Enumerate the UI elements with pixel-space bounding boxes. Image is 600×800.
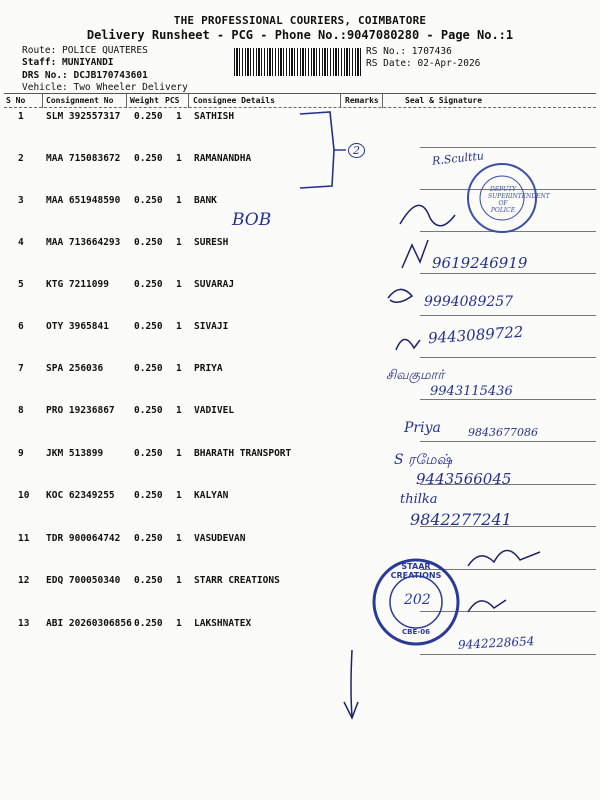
runsheet-subtitle: Delivery Runsheet - PCG - Phone No.:9047080280 - Page No.:1 <box>86 28 514 42</box>
phone-row9: 9443566045 <box>416 470 512 488</box>
col-pcs: PCS <box>165 96 180 105</box>
col-seal: Seal & Signature <box>405 96 483 105</box>
row-weight: 0.250 <box>134 575 163 586</box>
row-consignee: KALYAN <box>194 490 229 501</box>
col-sno: S No <box>6 96 26 105</box>
starr-seal-center: 202 <box>404 592 431 608</box>
row-consignee: VASUDEVAN <box>194 533 246 544</box>
signature-row2: R.Sculttu <box>431 149 485 168</box>
signature-scribble <box>468 550 540 566</box>
signature-scribble <box>402 240 428 268</box>
phone-row13: 9442228654 <box>457 634 535 652</box>
row-pcs: 1 <box>176 195 182 206</box>
row-sno: 5 <box>18 279 24 290</box>
row-sno: 7 <box>18 363 24 374</box>
row-sno: 10 <box>18 490 30 501</box>
rs-date: RS Date: 02-Apr-2026 <box>366 58 481 69</box>
name-row8: Priya <box>404 420 441 436</box>
row-sno: 6 <box>18 321 24 332</box>
phone-row4: 9619246919 <box>432 254 528 272</box>
row-consignment: KOC 62349255 <box>46 490 115 501</box>
row-pcs: 1 <box>176 237 182 248</box>
row-consignment: SLM 392557317 <box>46 111 121 122</box>
row-consignment: JKM 513899 <box>46 448 104 459</box>
row-consignee: STARR CREATIONS <box>194 575 280 586</box>
row-sno: 3 <box>18 195 24 206</box>
row-weight: 0.250 <box>134 237 163 248</box>
col-consignee: Consignee Details <box>193 96 275 105</box>
row-consignment: MAA 715083672 <box>46 153 121 164</box>
name-row10: thilka <box>400 492 438 507</box>
starr-seal-top: STAAR CREATIONS <box>390 562 442 580</box>
row-consignee: VADIVEL <box>194 405 235 416</box>
bank-note: BOB <box>232 210 272 230</box>
row-weight: 0.250 <box>134 490 163 501</box>
pen-bracket <box>300 112 334 188</box>
row-pcs: 1 <box>176 405 182 416</box>
row-consignment: MAA 651948590 <box>46 195 121 206</box>
row-consignee: PRIYA <box>194 363 223 374</box>
pen-arrow <box>351 650 352 716</box>
row-consignment: ABI 20260306856 <box>46 618 132 629</box>
row-consignment: OTY 3965841 <box>46 321 109 332</box>
signature-scribble <box>388 289 412 302</box>
signature-scribble <box>396 339 420 350</box>
row-sno: 4 <box>18 237 24 248</box>
row-consignee: BANK <box>194 195 217 206</box>
row-weight: 0.250 <box>134 279 163 290</box>
route-label: Route: POLICE QUATERES <box>22 45 148 56</box>
row-sno: 12 <box>18 575 30 586</box>
row-consignment: SPA 256036 <box>46 363 104 374</box>
row-consignment: MAA 713664293 <box>46 237 121 248</box>
row-consignee: SUVARAJ <box>194 279 235 290</box>
row-pcs: 1 <box>176 618 182 629</box>
row-weight: 0.250 <box>134 363 163 374</box>
row-weight: 0.250 <box>134 111 163 122</box>
row-pcs: 1 <box>176 490 182 501</box>
row-weight: 0.250 <box>134 405 163 416</box>
company-title: THE PROFESSIONAL COURIERS, COIMBATORE <box>173 14 427 27</box>
tamil-name-row7: சிவகுமார் <box>386 368 445 383</box>
row-sno: 9 <box>18 448 24 459</box>
col-remarks: Remarks <box>345 96 379 105</box>
row-consignment: EDQ 700050340 <box>46 575 121 586</box>
phone-row8: 9843677086 <box>468 426 538 439</box>
row-sno: 1 <box>18 111 24 122</box>
row-consignment: PRO 19236867 <box>46 405 115 416</box>
row-pcs: 1 <box>176 321 182 332</box>
remark-mark: 2 <box>348 143 365 158</box>
row-consignee: SURESH <box>194 237 229 248</box>
row-consignment: KTG 7211099 <box>46 279 109 290</box>
staff-label: Staff: MUNIYANDI <box>22 57 114 68</box>
row-pcs: 1 <box>176 111 182 122</box>
row-consignee: RAMANANDHA <box>194 153 252 164</box>
signature-scribble <box>468 600 506 612</box>
row-weight: 0.250 <box>134 448 163 459</box>
row-pcs: 1 <box>176 448 182 459</box>
row-sno: 8 <box>18 405 24 416</box>
drs-number: DRS No.: DCJB170743601 <box>22 70 148 81</box>
row-weight: 0.250 <box>134 195 163 206</box>
signature-scribble <box>400 205 455 225</box>
row-pcs: 1 <box>176 533 182 544</box>
row-consignee: SATHISH <box>194 111 235 122</box>
vehicle-label: Vehicle: Two Wheeler Delivery <box>22 82 188 93</box>
row-pcs: 1 <box>176 153 182 164</box>
row-weight: 0.250 <box>134 618 163 629</box>
tamil-name-row9: S ரமேஷ் <box>394 452 453 468</box>
row-sno: 11 <box>18 533 30 544</box>
starr-seal-bottom: CBE-06 <box>402 628 430 636</box>
row-pcs: 1 <box>176 279 182 290</box>
row-consignee: BHARATH TRANSPORT <box>194 448 292 459</box>
blue-seal-text: DEPUTY SUPERINTENDENT OF POLICE <box>488 186 550 214</box>
phone-row7: 9943115436 <box>430 384 513 399</box>
col-consignment: Consignment No <box>46 96 114 105</box>
row-sno: 13 <box>18 618 30 629</box>
col-weight: Weight <box>130 96 159 105</box>
row-consignee: LAKSHNATEX <box>194 618 252 629</box>
row-pcs: 1 <box>176 363 182 374</box>
row-weight: 0.250 <box>134 153 163 164</box>
row-weight: 0.250 <box>134 321 163 332</box>
row-pcs: 1 <box>176 575 182 586</box>
row-consignee: SIVAJI <box>194 321 229 332</box>
phone-row5: 9994089257 <box>424 294 514 310</box>
row-sno: 2 <box>18 153 24 164</box>
rs-number: RS No.: 1707436 <box>366 46 452 57</box>
phone-row10: 9842277241 <box>410 510 512 529</box>
phone-row6: 9443089722 <box>427 322 524 348</box>
row-consignment: TDR 900064742 <box>46 533 121 544</box>
row-weight: 0.250 <box>134 533 163 544</box>
